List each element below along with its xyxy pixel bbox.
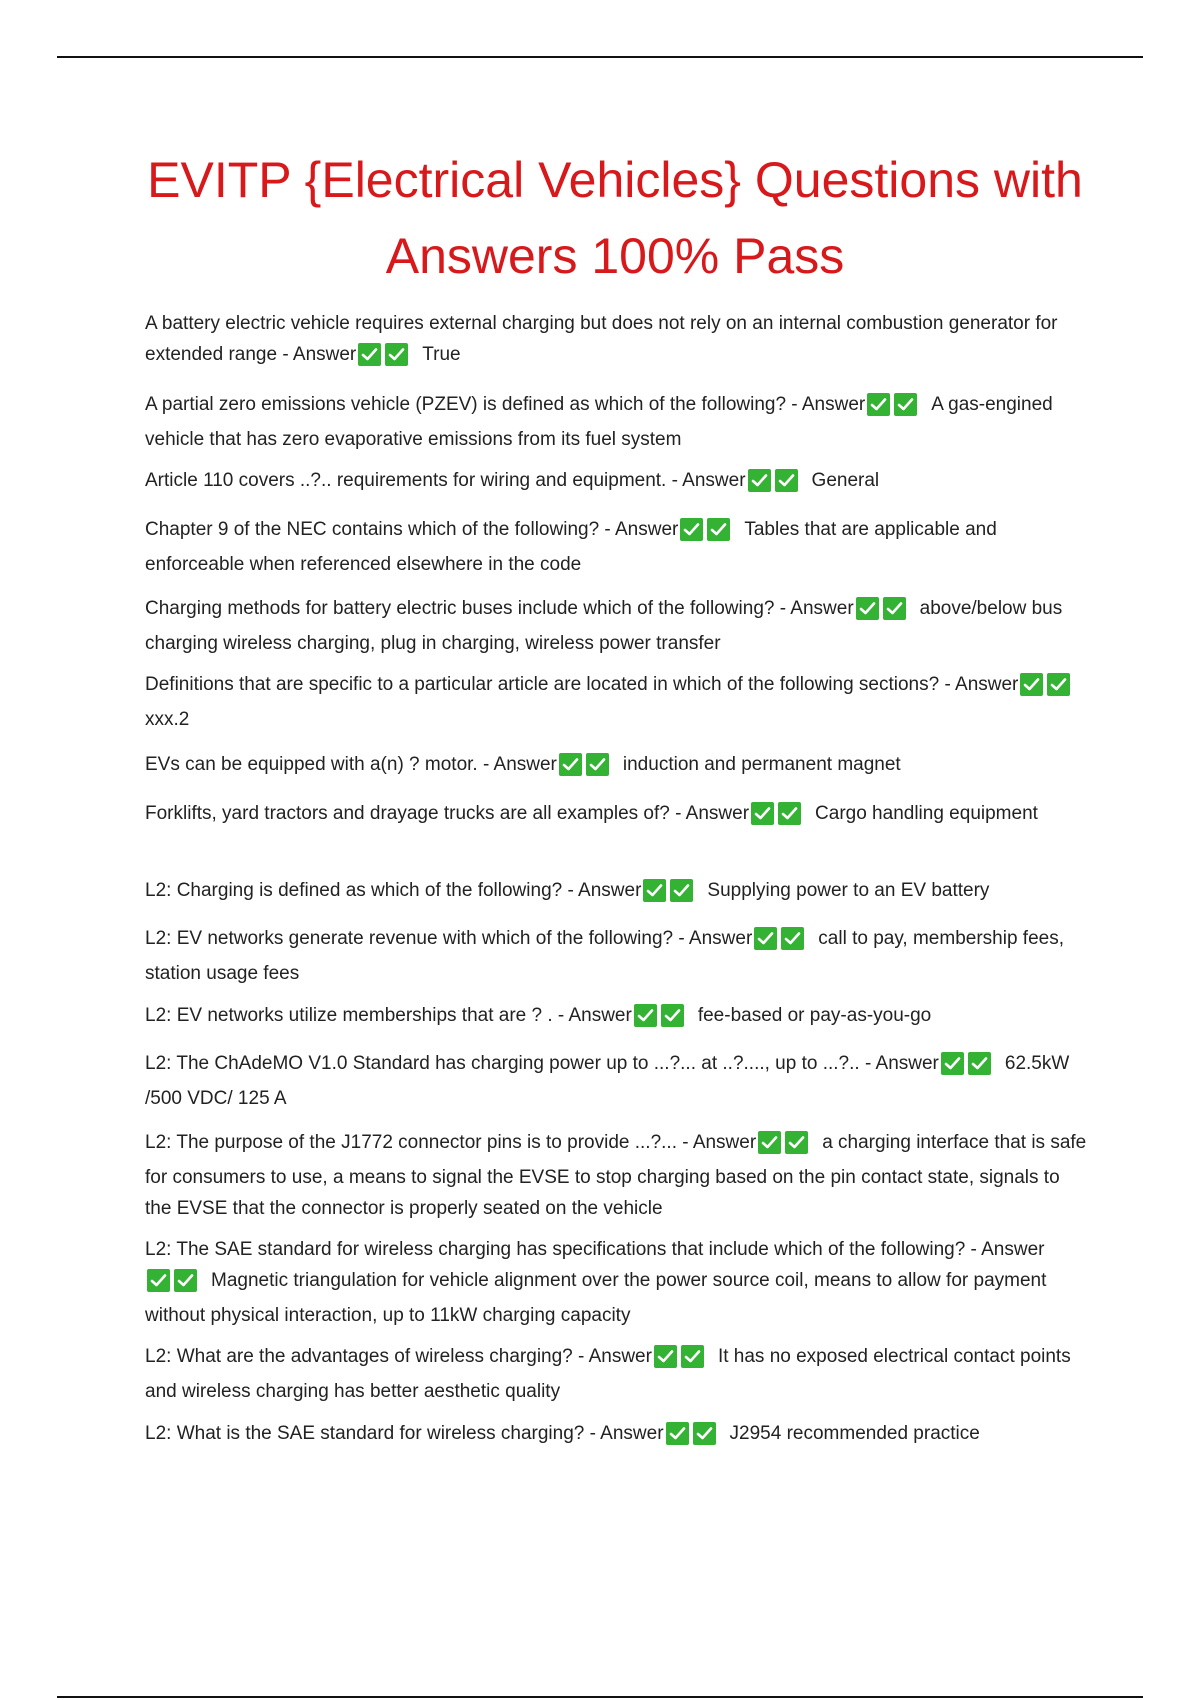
check-icon: [681, 1345, 704, 1368]
question-text: EVs can be equipped with a(n) ? motor. - Answer: [145, 754, 557, 775]
answer-text: call to pay, membership fees, station usage fees: [145, 928, 1064, 984]
qa-item: [145, 465, 1087, 500]
qa-item: [145, 669, 1087, 735]
check-marks: [941, 1052, 995, 1083]
answer-text: A gas-engined vehicle that has zero evaporative emissions from its fuel system: [145, 394, 1053, 450]
qa-item: [145, 389, 1087, 455]
answer-text: Magnetic triangulation for vehicle alignment over the power source coil, means to allow for payment without physical interaction, up to 11kW charging capacity: [145, 1270, 1047, 1326]
qa-item: [145, 749, 1087, 784]
check-icon: [778, 802, 801, 825]
check-marks: [634, 1004, 688, 1035]
question-text: L2: The purpose of the J1772 connector pins is to provide ...?... - Answer: [145, 1132, 757, 1153]
answer-text: a charging interface that is safe for consumers to use, a means to signal the EVSE to stop charging based on the pin contact state, signals to the EVSE that the connector is properly seated on the vehicle: [145, 1132, 1087, 1219]
answer-text: induction and permanent magnet: [622, 754, 901, 775]
question-text: Definitions that are specific to a particular article are located in which of the following sections? - Answer: [145, 674, 1019, 695]
header-rule: [57, 56, 1143, 58]
answer-text: True: [422, 344, 461, 365]
question-text: Forklifts, yard tractors and drayage trucks are all examples of? - Answer: [145, 803, 750, 824]
question-text: Charging methods for battery electric buses include which of the following? - Answer: [145, 598, 854, 619]
answer-text: xxx.2: [145, 709, 190, 730]
footer-rule: [57, 1696, 1143, 1698]
check-icon: [754, 927, 777, 950]
qa-item: [145, 1234, 1087, 1331]
check-marks: [680, 518, 734, 549]
check-icon: [883, 597, 906, 620]
check-icon: [693, 1422, 716, 1445]
check-icon: [941, 1052, 964, 1075]
check-icon: [867, 393, 890, 416]
check-icon: [775, 469, 798, 492]
check-marks: [758, 1131, 812, 1162]
answer-text: 62.5kW /500 VDC/ 125 A: [145, 1053, 1070, 1109]
answer-text: Tables that are applicable and enforceable when referenced elsewhere in the code: [145, 519, 997, 575]
check-marks: [559, 753, 613, 784]
qa-item: [145, 1341, 1087, 1407]
question-text: A partial zero emissions vehicle (PZEV) is defined as which of the following? - Answer: [145, 394, 866, 415]
question-text: L2: What are the advantages of wireless charging? - Answer: [145, 1346, 652, 1367]
check-icon: [634, 1004, 657, 1027]
check-marks: [754, 927, 808, 958]
check-icon: [785, 1131, 808, 1154]
check-icon: [968, 1052, 991, 1075]
answer-text: It has no exposed electrical contact points and wireless charging has better aesthetic quality: [145, 1346, 1071, 1402]
question-text: L2: What is the SAE standard for wireless charging? - Answer: [145, 1423, 664, 1444]
qa-item: [145, 1048, 1087, 1114]
question-text: L2: EV networks utilize memberships that are ? . - Answer: [145, 1005, 632, 1026]
qa-item: [145, 923, 1087, 989]
check-marks: [643, 879, 697, 910]
answer-text: Cargo handling equipment: [815, 803, 1038, 824]
answer-text: General: [811, 470, 880, 491]
answer-text: J2954 recommended practice: [729, 1423, 980, 1444]
check-icon: [680, 518, 703, 541]
question-text: A battery electric vehicle requires external charging but does not rely on an internal combustion generator for extended range - Answer: [145, 313, 1058, 365]
page-title: EVITP {Electrical Vehicles} Questions with Answers 100% Pass: [147, 152, 1083, 284]
check-marks: [867, 393, 921, 424]
check-icon: [147, 1269, 170, 1292]
check-marks: [751, 802, 805, 833]
check-icon: [643, 879, 666, 902]
qa-item: [145, 593, 1087, 659]
check-marks: [147, 1269, 201, 1300]
answer-text: Supplying power to an EV battery: [707, 880, 990, 901]
check-marks: [666, 1422, 720, 1453]
check-icon: [666, 1422, 689, 1445]
question-text: L2: EV networks generate revenue with which of the following? - Answer: [145, 928, 753, 949]
check-marks: [856, 597, 910, 628]
question-text: Article 110 covers ..?.. requirements for wiring and equipment. - Answer: [145, 470, 746, 491]
check-marks: [654, 1345, 708, 1376]
qa-item: [145, 514, 1087, 580]
check-icon: [559, 753, 582, 776]
qa-item: [145, 1127, 1087, 1224]
check-icon: [781, 927, 804, 950]
check-icon: [856, 597, 879, 620]
answer-text: above/below bus charging wireless charging, plug in charging, wireless power transfer: [145, 598, 1063, 654]
qa-item: [145, 875, 1087, 910]
question-text: L2: Charging is defined as which of the following? - Answer: [145, 880, 642, 901]
check-icon: [751, 802, 774, 825]
check-marks: [358, 343, 412, 374]
question-text: Chapter 9 of the NEC contains which of the following? - Answer: [145, 519, 679, 540]
check-icon: [661, 1004, 684, 1027]
check-marks: [1020, 673, 1074, 704]
question-text: L2: The SAE standard for wireless charging has specifications that include which of the following? - Answer: [145, 1239, 1045, 1260]
qa-item: [145, 1000, 1087, 1035]
qa-item: [145, 798, 1087, 833]
answer-text: fee-based or pay-as-you-go: [697, 1005, 932, 1026]
qa-item: [145, 308, 1087, 374]
check-icon: [748, 469, 771, 492]
qa-item: [145, 1418, 1087, 1453]
check-marks: [748, 469, 802, 500]
check-icon: [894, 393, 917, 416]
check-icon: [358, 343, 381, 366]
check-icon: [1047, 673, 1070, 696]
check-icon: [586, 753, 609, 776]
check-icon: [670, 879, 693, 902]
check-icon: [758, 1131, 781, 1154]
check-icon: [1020, 673, 1043, 696]
check-icon: [654, 1345, 677, 1368]
check-icon: [385, 343, 408, 366]
check-icon: [707, 518, 730, 541]
question-text: L2: The ChAdeMO V1.0 Standard has charging power up to ...?... at ..?...., up to ...?.. - Answer: [145, 1053, 939, 1074]
check-icon: [174, 1269, 197, 1292]
